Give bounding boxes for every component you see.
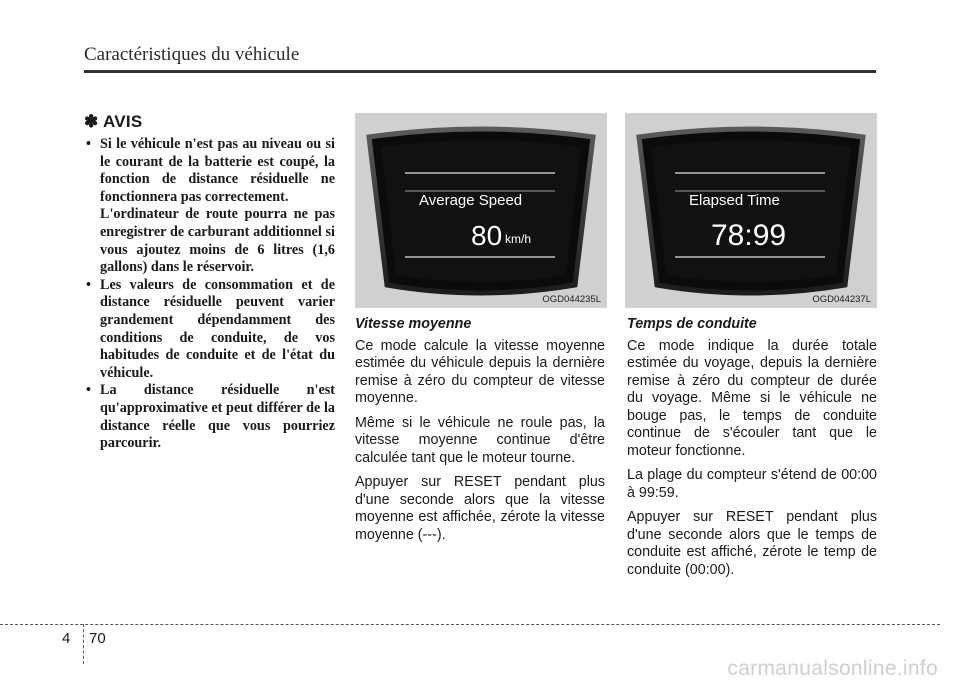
watermark: carmanualsonline.info: [727, 657, 938, 680]
page-header-title: Caractéristiques du véhicule: [84, 44, 300, 65]
notice-item: [84, 382, 335, 452]
notice-item: [84, 277, 335, 383]
cluster-display-illustration: [355, 113, 607, 308]
notice-list: [84, 136, 335, 453]
figure-code: OGD044235L: [542, 294, 601, 305]
notice-heading: [84, 112, 143, 132]
cluster-display-illustration: [625, 113, 877, 308]
display-label: Average Speed: [419, 192, 523, 209]
notice-item-text: • Si le véhicule n'est pas au niveau ou si le courant de la batterie est coupé, la fonction de distance résiduelle ne fonctionnera pas correctement.: [100, 136, 335, 205]
display-value: 78:99: [711, 219, 787, 252]
elapsed-time-section: [627, 316, 877, 586]
section-paragraph: Appuyer sur RESET pendant plus d'une seconde alors que la vitesse moyenne est affichée, zérote la vitesse moyenne (---).: [355, 474, 605, 543]
section-paragraph: Même si le véhicule ne roule pas, la vitesse moyenne continue d'être calculée tant que le moteur tourne.: [355, 414, 605, 466]
section-paragraph: Ce mode indique la durée totale estimée du voyage, depuis la dernière remise à zéro du compteur de durée du voyage. Même si le véhicule ne bouge pas, le temps de conduite continue de s'écouler tant que le moteur fonctionne.: [627, 337, 877, 459]
elapsed-time-figure: [625, 113, 877, 308]
notice-item-text: • La distance résiduelle n'est qu'approximative et peut différer de la distance réelle que vous pourriez parcourir.: [100, 382, 335, 452]
footer-divider: [0, 624, 940, 625]
display-unit: km/h: [505, 232, 532, 246]
section-title: Vitesse moyenne: [355, 316, 472, 332]
average-speed-figure: [355, 113, 607, 308]
notice-item-text: • Les valeurs de consommation et de distance résiduelle peuvent varier grandement dépendamment des conditions de conduite, de vos habitudes de conduite et de l'état du véhicule.: [100, 276, 335, 381]
header-divider: [84, 70, 876, 73]
chapter-number: 4: [62, 630, 71, 647]
figure-code: OGD044237L: [812, 294, 871, 305]
section-title: Temps de conduite: [627, 316, 757, 332]
display-label: Elapsed Time: [689, 192, 780, 209]
section-paragraph: La plage du compteur s'étend de 00:00 à 99:59.: [627, 467, 877, 501]
notice-heading-text: AVIS: [102, 112, 143, 131]
section-paragraph: Ce mode calcule la vitesse moyenne estimée du véhicule depuis la dernière remise à zéro du compteur de vitesse moyenne.: [355, 337, 605, 406]
average-speed-section: [355, 316, 605, 551]
footer-vertical-divider: [83, 624, 84, 664]
display-value: 80: [471, 220, 503, 251]
notice-item-extra: L'ordinateur de route pourra ne pas enregistrer de carburant additionnel si vous ajoutez moins de 6 litres (1,6 gallons) dans le réservoir.: [100, 206, 335, 276]
section-paragraph: Appuyer sur RESET pendant plus d'une seconde alors que le temps de conduite est affiché, zérote le temp de conduite (00:00).: [627, 509, 877, 578]
page-number: 70: [89, 630, 106, 647]
asterisk-icon: ✽: [84, 112, 99, 131]
notice-item: [84, 136, 335, 277]
